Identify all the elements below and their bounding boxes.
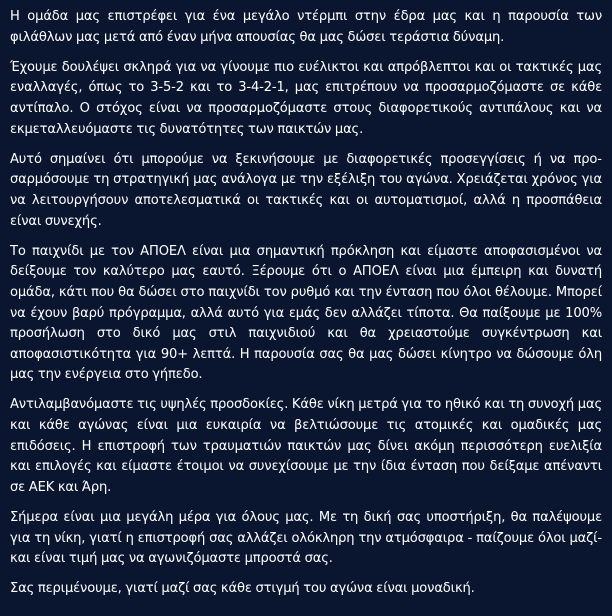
paragraph-3: Αυτό σημαίνει ότι μπορούμε να ξεκινήσουμε με διαφορετικές προσεγγίσεις ή να προσαρμόσουμε τη στρατηγική μας ανάλογα με την εξέλιξη του αγώνα. Χρειάζεται χρόνος για να λειτουργήσουν αποτελεσματικά οι τακτικές και οι αυτοματισμοί, αλλά η προσπάθεια είναι συνεχής. <box>10 151 602 229</box>
paragraph-7: Σας περιμένουμε, γιατί μαζί σας κάθε στιγμή του αγώνα είναι μοναδική. <box>10 581 475 597</box>
paragraph-5: Αντιλαμβανόμαστε τις υψηλές προσδοκίες. Κάθε νίκη μετρά για το ηθικό και τη συνοχή μας και κάθε αγώνας είναι μια ευκαιρία να βελτιώσουμε τις ατομικές και ομαδικές μας επιδόσεις. Η επιστροφή των τραυματιών παικτών μας δίνει ακόμη περισσότερη ευελιξία και επιλογές και είμαστε έτοιμοι να συνεχίσουμε με την ίδια ένταση που δείξαμε απέναντι σε ΑΕΚ και Άρη. <box>10 397 602 495</box>
paragraph-2: Έχουμε δουλέψει σκληρά για να γίνουμε πιο ευέλικτοι και απρόβλεπτοι και οι τακτικές μας εναλλαγές, όπως το 3-5-2 και το 3-4-2-1, μας επιτρέπουν να προσαρμοζόμαστε σε κάθε αντίπαλο. Ο στόχος είναι να προσαρμοζόμαστε στους διαφορετικούς αντιπάλους και να εκμεταλλευόμαστε τις δυνατότητες των παικτών μας. <box>10 59 602 137</box>
paragraph-4: Το παιχνίδι με τον ΑΠΟΕΛ είναι μια σημαντική πρόκληση και είμαστε αποφασισμένοι να δείξουμε τον καλύτερο μας εαυτό. Ξέρουμε ότι ο ΑΠΟΕΛ είναι μια έμπειρη και δυνατή ομάδα, κάτι που θα δώσει στο παιχνίδι τον ρυθμό και την ένταση που όλοι θέλουμε. Μπορεί να έχουν βαρύ πρόγραμμα, αλλά αυτό για εμάς δεν αλλάζει τίποτα. Θα παίξουμε με 100% προσήλωση στο δικό μας στιλ παιχνιδιού και θα χρειαστούμε συγκέντρωση και αποφασιστικότητα για 90+ λεπτά. Η παρουσία σας θα μας δώσει κίνητρο να δώσουμε όλη μας την ενέργεια στο γήπεδο. <box>10 243 602 383</box>
paragraph-6: Σήμερα είναι μια μεγάλη μέρα για όλους μας. Με τη δική σας υποστήριξη, θα παλέψουμε για τη νίκη, γιατί η επιστροφή σας αλλάζει ολόκληρη την ατμόσφαιρα - παίζουμε όλοι μαζί- και είναι τιμή μας να αγωνιζόμαστε μπροστά σας. <box>10 510 602 567</box>
paragraph-1: Η ομάδα μας επιστρέφει για ένα μεγάλο ντέρμπι στην έδρα μας και η παρουσία των φιλάθλων μας μετά από έναν μήνα απουσίας θα μας δώσει τεράστια δύναμη. <box>10 9 602 45</box>
